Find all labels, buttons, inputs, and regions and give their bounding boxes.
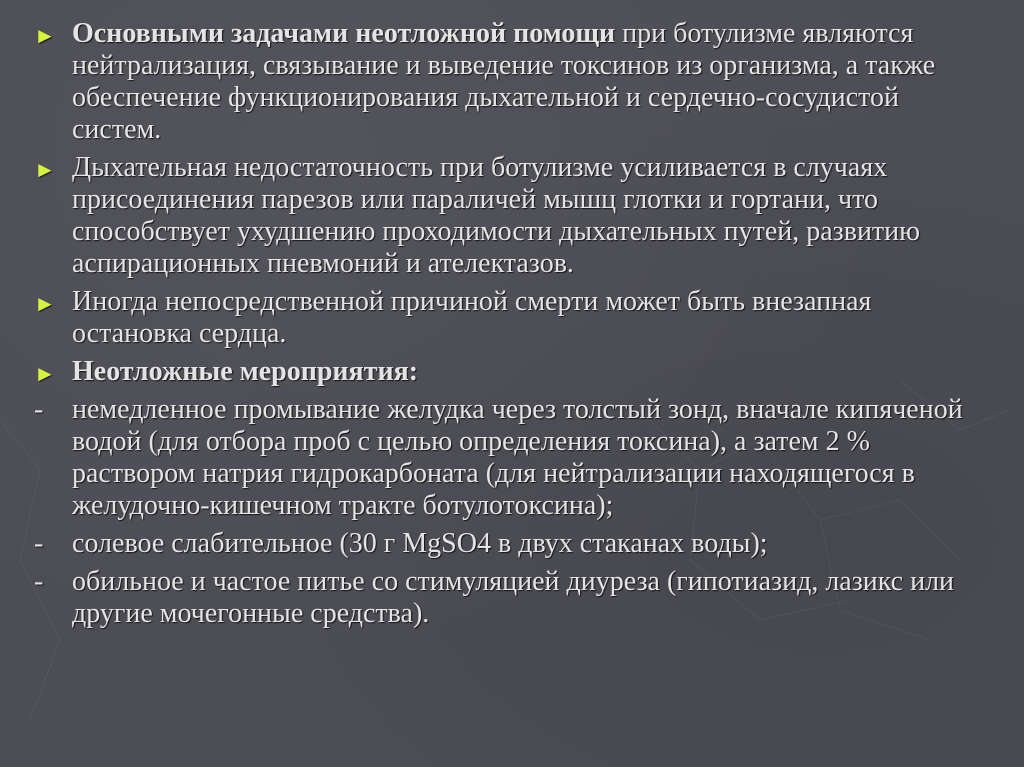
slide-body: [34, 18, 994, 636]
bullet-item: [34, 152, 994, 280]
bullet-arrow-icon: ►: [34, 157, 56, 182]
bullet-arrow-icon: ►: [34, 23, 56, 48]
dash-item: [34, 528, 994, 560]
bold-text: Основными задачами неотложной помощи: [72, 18, 616, 49]
dash-item: [34, 566, 994, 630]
dash-item: [34, 394, 994, 522]
dash-marker: -: [34, 566, 44, 597]
body-text: немедленное промывание желудка через толстый зонд, вначале кипяченой водой (для отбора проб с целью определения токсина), а затем 2 % раствором натрия гидрокарбоната (для нейтрализации находящегося в желудочно-кишечном тракте ботулотоксина);: [72, 394, 963, 521]
body-text: при ботулизме являются нейтрализация, связывание и выведение токсинов из организма, а также обеспечение функционирования дыхательной и сердечно-сосудистой систем.: [72, 18, 936, 145]
dash-marker: -: [34, 528, 44, 559]
body-text: обильное и частое питье со стимуляцией диуреза (гипотиазид, лазикс или другие мочегонные средства).: [72, 566, 955, 629]
bullet-item: [34, 18, 994, 146]
bullet-arrow-icon: ►: [34, 291, 56, 316]
dash-marker: -: [34, 394, 44, 425]
body-text: Дыхательная недостаточность при ботулизме усиливается в случаях присоединения парезов или параличей мышц глотки и гортани, что способствует ухудшению проходимости дыхательных путей, развитию аспирационных пневмоний и ателектазов.: [72, 152, 921, 279]
body-text: солевое слабительное (30 г MgSO4 в двух стаканах воды);: [72, 528, 768, 559]
body-text: Иногда непосредственной причиной смерти может быть внезапная остановка сердца.: [72, 286, 872, 349]
bold-text: Неотложные мероприятия:: [72, 356, 419, 387]
bullet-item: [34, 286, 994, 350]
bullet-arrow-icon: ►: [34, 361, 56, 386]
bullet-item: [34, 356, 994, 388]
